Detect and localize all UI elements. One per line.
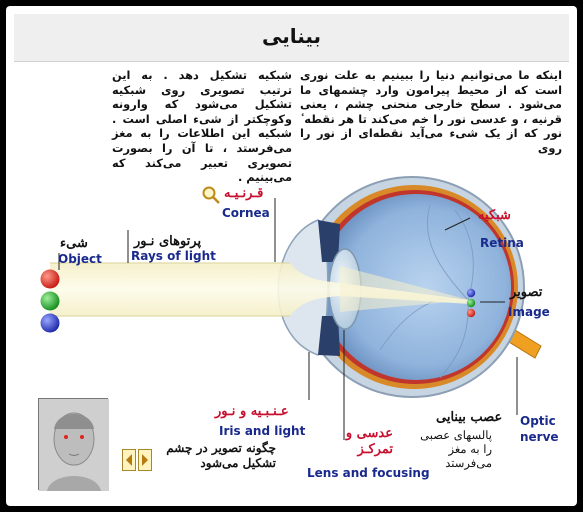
label-image-fa: تصویر — [510, 285, 543, 300]
magnifier-icon[interactable] — [204, 188, 220, 204]
object-ball-blue — [41, 314, 60, 333]
label-retina-fa: شبکیه — [478, 208, 511, 223]
intro-paragraph-right: اینکه ما می‌توانیم دنیا را ببینیم به علت نوری است که از محیط پیرامون وارد چشمهای ما می‌شود . سطح خارجی منحنی چشم ، یعنی قرنیه ، و عدسی نور را خم می‌کند تا هر نقطه ٔ نور که از یک شیء می‌آید نقطه‌ای از نور را روی — [300, 68, 562, 155]
label-iris-en: Iris and light — [219, 424, 306, 438]
object-ball-green — [41, 292, 60, 311]
image-ball-blue — [467, 289, 475, 297]
face-avatar[interactable] — [38, 398, 108, 490]
label-optic-fa: عصب بینایی — [436, 410, 503, 425]
intro-paragraph-left: شبکیه تشکیل دهد . به این ترتیب تصویری روی شبکیه تشکیل می‌شود که وارونه وکوچکتر از شیء اصلی است . شبکیه این اطلاعات را به مغز می‌فرستد ، تا آن را بصورت تصویری تعبیر می‌کند که می‌بینیم . — [112, 68, 292, 185]
label-iris-fa: عـنـبـیه و نـور — [215, 404, 289, 419]
label-optic-en-1: Optic — [520, 414, 556, 428]
label-object-fa: شیء — [60, 236, 88, 251]
label-optic-en-2: nerve — [520, 430, 559, 444]
page-title: بینایی — [261, 24, 322, 48]
how-image-forms-link[interactable]: چگونه تصویر در چشم تشکیل می‌شود — [166, 441, 276, 470]
label-optic-fa-sub: پالسهای عصبی را به مغز می‌فرستد — [420, 428, 492, 470]
label-image-en: Image — [508, 305, 550, 319]
image-ball-red — [467, 309, 475, 317]
label-object-en: Object — [58, 252, 102, 266]
image-ball-green — [467, 299, 475, 307]
label-cornea-en: Cornea — [222, 206, 270, 220]
label-rays-en: Rays of light — [131, 249, 216, 263]
label-lens-fa: عدسی و تمرکـز — [345, 426, 393, 457]
label-lens-en: Lens and focusing — [307, 466, 430, 480]
object-ball-red — [41, 270, 60, 289]
label-retina-en: Retina — [480, 236, 524, 250]
label-rays-fa: پرتوهای نـور — [134, 234, 202, 249]
play-controls-icon[interactable] — [122, 449, 152, 471]
label-cornea-fa: قـرنـیـه — [224, 186, 264, 201]
